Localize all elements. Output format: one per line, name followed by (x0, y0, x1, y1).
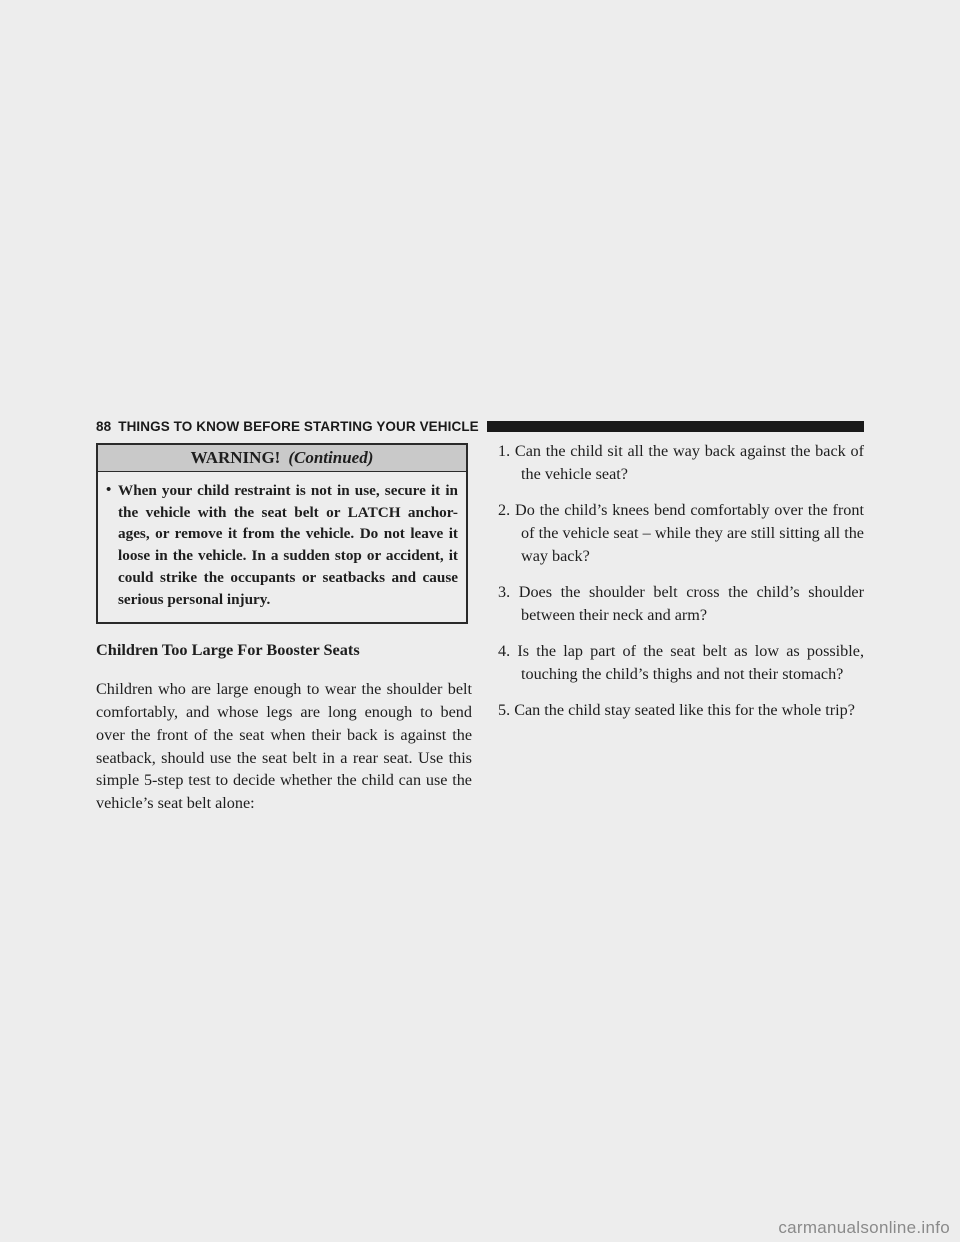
step-number: 4. (498, 642, 511, 661)
warning-text: When your child restraint is not in use, secure it in the vehicle with the seat belt or LATCH anchor-ages, or remove it from the vehicle. Do not leave it loose in the vehicle. In a sudden stop or accident, it could strike the occupants or seatbacks and cause serious personal injury. (118, 482, 458, 608)
warning-box (96, 443, 468, 624)
step-text: Does the shoulder belt cross the child’s shoulder between their neck and arm? (518, 582, 864, 624)
step-text: Can the child sit all the way back against the back of the vehicle seat? (514, 442, 864, 483)
warning-continued: (Continued) (288, 448, 374, 467)
left-column (96, 443, 472, 815)
warning-title: WARNING! (190, 448, 281, 467)
list-item (488, 640, 864, 686)
step-text: Is the lap part of the seat belt as low as possible, touching the child’s thighs and not their stomach? (517, 642, 865, 683)
step-list (488, 440, 864, 722)
step-number: 3. (498, 582, 511, 601)
step-text: Can the child stay seated like this for the whole trip? (514, 701, 855, 720)
header-rule (487, 421, 864, 432)
list-item (488, 440, 864, 486)
body-paragraph: Children who are large enough to wear the shoulder belt comfortably, and whose legs are long enough to bend over the front of the seat when their back is against the seatback, should use the seat belt in a rear seat. Use this simple 5-step test to decide whether the child can use the vehicle’s seat belt alone: (96, 680, 472, 813)
section-header-title: THINGS TO KNOW BEFORE STARTING YOUR VEHICLE (118, 418, 479, 434)
step-number: 2. (498, 501, 511, 520)
section-title: Children Too Large For Booster Seats (96, 640, 360, 660)
page-header (96, 417, 864, 435)
warning-header (98, 445, 466, 472)
bullet-icon: • (106, 482, 112, 498)
step-number: 5. (498, 701, 511, 720)
list-item (488, 581, 864, 627)
list-item (488, 499, 864, 567)
step-text: Do the child’s knees bend comfortably over the front of the vehicle seat – while they are still sitting all the way back? (515, 501, 864, 565)
warning-body (98, 472, 466, 622)
list-item (488, 699, 864, 722)
right-column (488, 440, 864, 735)
watermark: carmanualsonline.info (778, 1218, 950, 1237)
page-number: 88 (96, 418, 112, 434)
step-number: 1. (498, 442, 511, 460)
